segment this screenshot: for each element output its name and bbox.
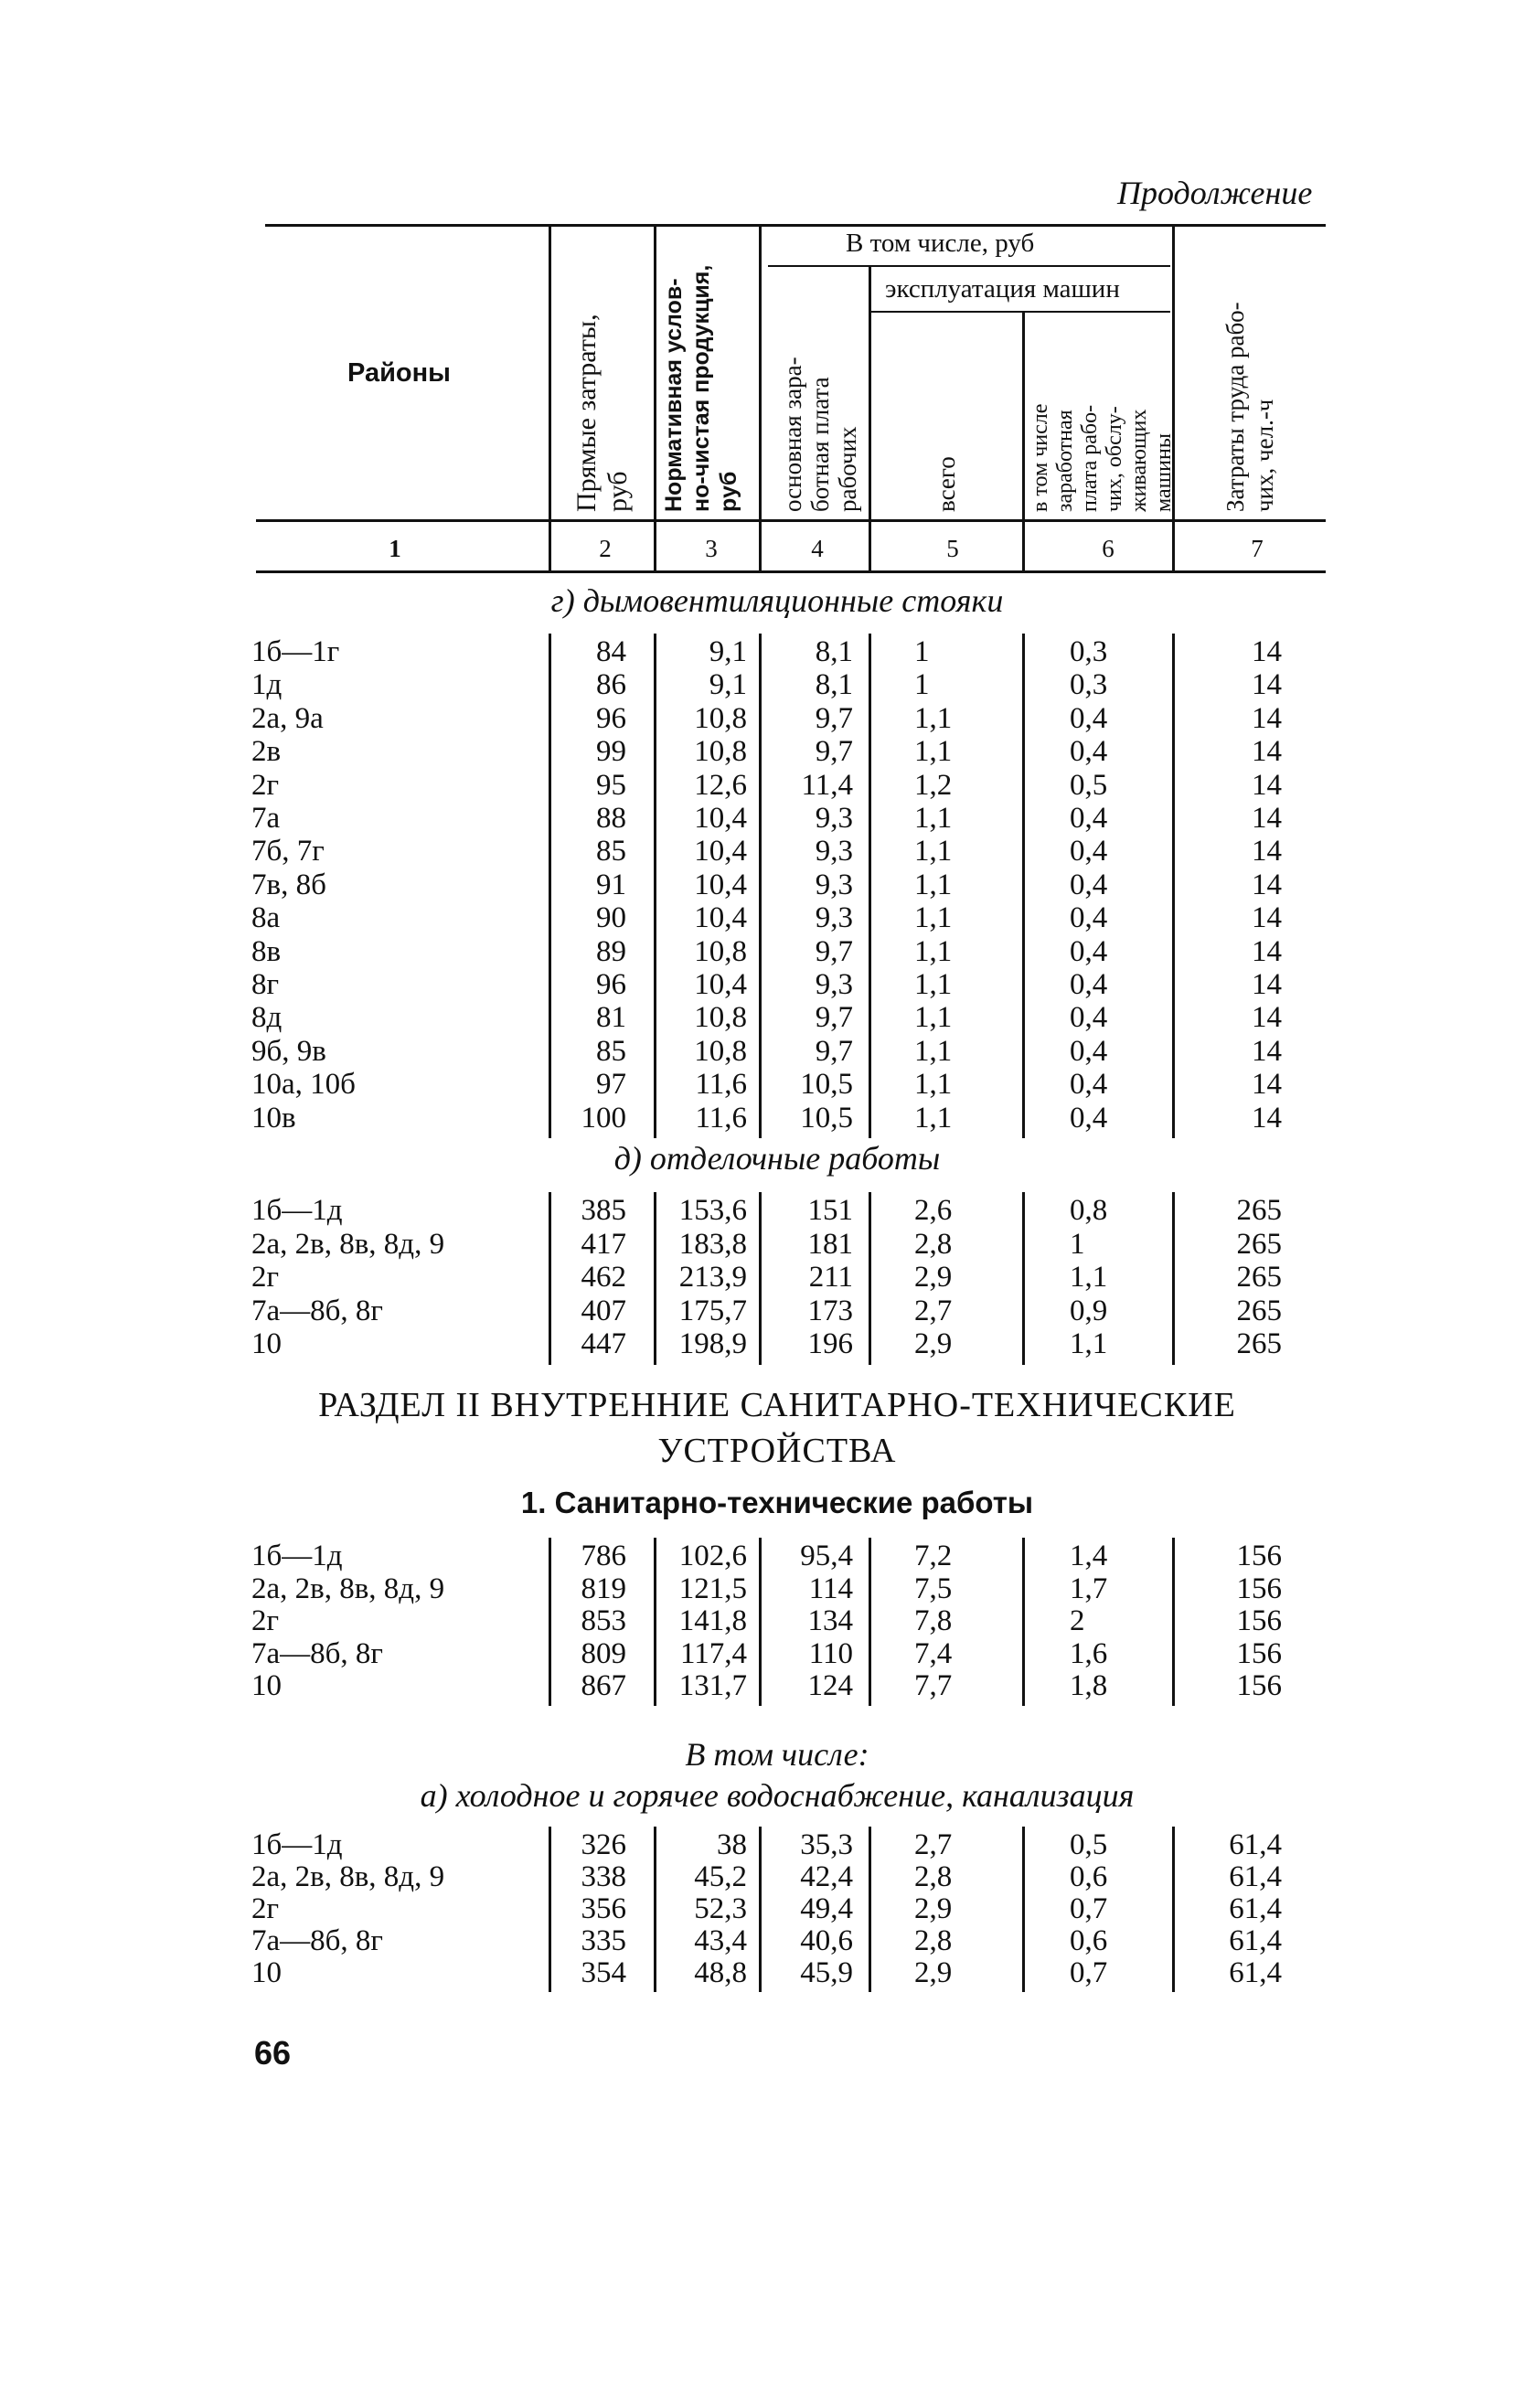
uslovno-chistaya-cell: 121,5 — [678, 1572, 747, 1605]
zarplata-cell: 42,4 — [800, 1860, 853, 1893]
zarplata-mashin-cell: 0,3 — [1070, 635, 1108, 668]
header-group-rule — [768, 265, 1170, 267]
zarplata-cell: 8,1 — [815, 668, 853, 702]
uslovno-chistaya-cell: 10,8 — [694, 934, 747, 968]
pryamye-zatraty-cell: 85 — [596, 1034, 626, 1068]
zarplata-mashin-cell: 1,7 — [1070, 1572, 1108, 1605]
ekspluatatsiya-vsego-cell: 1,1 — [914, 1034, 953, 1068]
table-row — [0, 901, 1525, 934]
rayon-cell: 7б, 7г — [251, 835, 325, 868]
uslovno-chistaya-cell: 48,8 — [694, 1956, 747, 1989]
zarplata-cell: 9,3 — [815, 968, 853, 1001]
table-row — [0, 1102, 1525, 1135]
header-vline — [1022, 313, 1025, 571]
pryamye-zatraty-cell: 85 — [596, 835, 626, 868]
rayon-cell: 2г — [251, 1892, 280, 1925]
pryamye-zatraty-cell: 88 — [596, 802, 626, 835]
uslovno-chistaya-cell: 213,9 — [678, 1261, 747, 1294]
uslovno-chistaya-cell: 9,1 — [709, 635, 747, 668]
uslovno-chistaya-cell: 11,6 — [695, 1101, 747, 1135]
header-col3: Нормативная услов- но-чистая продукция, руб — [661, 264, 741, 512]
ekspluatatsiya-vsego-cell: 2,7 — [914, 1294, 953, 1327]
table-row — [0, 802, 1525, 835]
zatraty-truda-cell: 61,4 — [1229, 1924, 1282, 1957]
zarplata-mashin-cell: 0,6 — [1070, 1860, 1108, 1893]
zarplata-mashin-cell: 1 — [1070, 1227, 1085, 1261]
rayon-cell: 7а—8б, 8г — [251, 1636, 383, 1670]
pryamye-zatraty-cell: 356 — [581, 1892, 626, 1925]
zarplata-mashin-cell: 0,9 — [1070, 1294, 1108, 1327]
rayon-cell: 2г — [251, 1261, 280, 1294]
ekspluatatsiya-vsego-cell: 2,8 — [914, 1860, 953, 1893]
table-row — [0, 968, 1525, 1001]
table-row — [0, 1828, 1525, 1861]
rayon-cell: 10 — [251, 1956, 282, 1989]
uslovno-chistaya-cell: 10,8 — [694, 701, 747, 735]
zarplata-cell: 9,3 — [815, 868, 853, 901]
zatraty-truda-cell: 156 — [1236, 1636, 1282, 1670]
ekspluatatsiya-vsego-cell: 2,9 — [914, 1327, 953, 1360]
zarplata-cell: 49,4 — [800, 1892, 853, 1925]
pryamye-zatraty-cell: 447 — [581, 1327, 626, 1360]
rayon-cell: 1б—1д — [251, 1540, 343, 1572]
pryamye-zatraty-cell: 853 — [581, 1604, 626, 1637]
zatraty-truda-cell: 265 — [1236, 1227, 1282, 1261]
section-title-d: д) отделочные работы — [613, 1140, 941, 1177]
zarplata-mashin-cell: 1,1 — [1070, 1261, 1108, 1294]
pryamye-zatraty-cell: 385 — [581, 1194, 626, 1227]
table-row — [0, 1924, 1525, 1957]
zarplata-cell: 45,9 — [800, 1956, 853, 1989]
zatraty-truda-cell: 156 — [1236, 1604, 1282, 1637]
zatraty-truda-cell: 14 — [1252, 701, 1282, 735]
zarplata-mashin-cell: 0,4 — [1070, 802, 1108, 835]
ekspluatatsiya-vsego-cell: 7,2 — [914, 1540, 953, 1572]
uslovno-chistaya-cell: 10,4 — [694, 868, 747, 901]
razdel-title-line2: УСТРОЙСТВА — [657, 1432, 897, 1470]
header-col5: всего — [933, 456, 960, 512]
header-subgroup-rule — [869, 311, 1170, 313]
pryamye-zatraty-cell: 335 — [581, 1924, 626, 1957]
rayon-cell: 10а, 10б — [251, 1068, 356, 1102]
uslovno-chistaya-cell: 141,8 — [678, 1604, 747, 1637]
zarplata-cell: 173 — [807, 1294, 853, 1327]
pryamye-zatraty-cell: 809 — [581, 1636, 626, 1670]
rayon-cell: 7а—8б, 8г — [251, 1924, 383, 1957]
zarplata-cell: 9,7 — [815, 735, 853, 769]
pryamye-zatraty-cell: 100 — [581, 1101, 626, 1135]
rayon-cell: 2г — [251, 768, 280, 802]
table-row — [0, 1295, 1525, 1327]
ekspluatatsiya-vsego-cell: 7,8 — [914, 1604, 953, 1637]
column-number: 1 — [389, 535, 401, 562]
zarplata-cell: 181 — [807, 1227, 853, 1261]
table-row — [0, 1604, 1525, 1637]
uslovno-chistaya-cell: 175,7 — [678, 1294, 747, 1327]
table-row — [0, 702, 1525, 735]
ekspluatatsiya-vsego-cell: 7,4 — [914, 1636, 953, 1670]
header-vline — [654, 224, 656, 571]
zatraty-truda-cell: 14 — [1252, 1034, 1282, 1068]
zatraty-truda-cell: 265 — [1236, 1327, 1282, 1360]
uslovno-chistaya-cell: 45,2 — [694, 1860, 747, 1893]
continuation-label: Продолжение — [1117, 175, 1313, 211]
zarplata-mashin-cell: 0,4 — [1070, 1068, 1108, 1102]
table-row — [0, 1327, 1525, 1360]
zatraty-truda-cell: 265 — [1236, 1194, 1282, 1227]
ekspluatatsiya-vsego-cell: 1,1 — [914, 901, 953, 935]
pryamye-zatraty-cell: 819 — [581, 1572, 626, 1605]
table-row — [0, 769, 1525, 802]
header-bottom-rule — [256, 519, 1326, 522]
zarplata-mashin-cell: 0,4 — [1070, 934, 1108, 968]
ekspluatatsiya-vsego-cell: 1,1 — [914, 701, 953, 735]
zarplata-cell: 8,1 — [815, 635, 853, 668]
table-row — [0, 835, 1525, 868]
zatraty-truda-cell: 156 — [1236, 1572, 1282, 1605]
zatraty-truda-cell: 265 — [1236, 1294, 1282, 1327]
pryamye-zatraty-cell: 326 — [581, 1828, 626, 1861]
table-row — [0, 1194, 1525, 1227]
pryamye-zatraty-cell: 81 — [596, 1001, 626, 1035]
column-number: 2 — [599, 535, 612, 562]
ekspluatatsiya-vsego-cell: 1,1 — [914, 968, 953, 1001]
zarplata-cell: 114 — [808, 1572, 853, 1605]
zatraty-truda-cell: 14 — [1252, 635, 1282, 668]
uslovno-chistaya-cell: 11,6 — [695, 1068, 747, 1102]
ekspluatatsiya-vsego-cell: 1,1 — [914, 835, 953, 868]
zarplata-cell: 95,4 — [800, 1540, 853, 1572]
zarplata-mashin-cell: 0,4 — [1070, 735, 1108, 769]
uslovno-chistaya-cell: 102,6 — [678, 1540, 747, 1572]
rayon-cell: 7а—8б, 8г — [251, 1294, 383, 1327]
pryamye-zatraty-cell: 96 — [596, 968, 626, 1001]
zarplata-cell: 196 — [807, 1327, 853, 1360]
pryamye-zatraty-cell: 95 — [596, 768, 626, 802]
rayon-cell: 10 — [251, 1327, 282, 1360]
table-row — [0, 1892, 1525, 1925]
rayon-cell: 7а — [251, 802, 281, 835]
zarplata-mashin-cell: 0,5 — [1070, 768, 1108, 802]
zatraty-truda-cell: 14 — [1252, 968, 1282, 1001]
zarplata-cell: 134 — [807, 1604, 853, 1637]
zatraty-truda-cell: 156 — [1236, 1669, 1282, 1702]
zarplata-mashin-cell: 0,4 — [1070, 868, 1108, 901]
rayon-cell: 8в — [251, 934, 282, 968]
ekspluatatsiya-vsego-cell: 2,9 — [914, 1261, 953, 1294]
zarplata-mashin-cell: 0,4 — [1070, 901, 1108, 935]
uslovno-chistaya-cell: 10,8 — [694, 735, 747, 769]
zarplata-cell: 9,3 — [815, 835, 853, 868]
section-title-a: а) холодное и горячее водоснабжение, канализация — [420, 1777, 1135, 1814]
table-row — [0, 1860, 1525, 1893]
zarplata-mashin-cell: 0,4 — [1070, 835, 1108, 868]
column-number: 7 — [1251, 535, 1264, 562]
table-row — [0, 1572, 1525, 1605]
header-subgroup-label: эксплуатация машин — [885, 274, 1120, 304]
zatraty-truda-cell: 14 — [1252, 1001, 1282, 1035]
zarplata-cell: 9,7 — [815, 701, 853, 735]
column-number: 3 — [705, 535, 718, 562]
razdel-title-line1: РАЗДЕЛ II ВНУТРЕННИЕ САНИТАРНО-ТЕХНИЧЕСКИЕ — [318, 1386, 1236, 1424]
ekspluatatsiya-vsego-cell: 1,1 — [914, 1001, 953, 1035]
zarplata-mashin-cell: 0,5 — [1070, 1828, 1108, 1861]
rayon-cell: 1д — [251, 668, 283, 702]
uslovno-chistaya-cell: 10,4 — [694, 802, 747, 835]
pryamye-zatraty-cell: 89 — [596, 934, 626, 968]
zatraty-truda-cell: 14 — [1252, 802, 1282, 835]
ekspluatatsiya-vsego-cell: 1 — [914, 635, 930, 668]
zarplata-mashin-cell: 0,4 — [1070, 1001, 1108, 1035]
zatraty-truda-cell: 14 — [1252, 1101, 1282, 1135]
zarplata-cell: 9,7 — [815, 934, 853, 968]
table-row — [0, 635, 1525, 668]
zarplata-mashin-cell: 0,4 — [1070, 1034, 1108, 1068]
table-row — [0, 668, 1525, 701]
pryamye-zatraty-cell: 462 — [581, 1261, 626, 1294]
zatraty-truda-cell: 61,4 — [1229, 1860, 1282, 1893]
zarplata-cell: 9,7 — [815, 1001, 853, 1035]
ekspluatatsiya-vsego-cell: 2,9 — [914, 1892, 953, 1925]
ekspluatatsiya-vsego-cell: 1,1 — [914, 735, 953, 769]
ekspluatatsiya-vsego-cell: 2,6 — [914, 1194, 953, 1227]
zarplata-mashin-cell: 0,4 — [1070, 1101, 1108, 1135]
table-row — [0, 868, 1525, 901]
header-col6: в том числе заработная плата рабо- чих, обслу- живающих машины — [1029, 403, 1176, 512]
zatraty-truda-cell: 61,4 — [1229, 1956, 1282, 1989]
pryamye-zatraty-cell: 91 — [596, 868, 626, 901]
ekspluatatsiya-vsego-cell: 7,5 — [914, 1572, 953, 1605]
zarplata-cell: 9,7 — [815, 1034, 853, 1068]
zatraty-truda-cell: 14 — [1252, 835, 1282, 868]
pryamye-zatraty-cell: 867 — [581, 1669, 626, 1702]
zarplata-mashin-cell: 1,4 — [1070, 1540, 1108, 1572]
rayon-cell: 7в, 8б — [251, 868, 326, 901]
table-row — [0, 1035, 1525, 1068]
zarplata-mashin-cell: 0,3 — [1070, 668, 1108, 702]
rayon-cell: 2а, 2в, 8в, 8д, 9 — [251, 1860, 445, 1893]
ekspluatatsiya-vsego-cell: 1 — [914, 668, 930, 702]
zarplata-cell: 9,3 — [815, 802, 853, 835]
uslovno-chistaya-cell: 183,8 — [678, 1227, 747, 1261]
zatraty-truda-cell: 14 — [1252, 901, 1282, 935]
zatraty-truda-cell: 14 — [1252, 934, 1282, 968]
pryamye-zatraty-cell: 407 — [581, 1294, 626, 1327]
ekspluatatsiya-vsego-cell: 2,8 — [914, 1924, 953, 1957]
pryamye-zatraty-cell: 90 — [596, 901, 626, 935]
column-number: 4 — [811, 535, 824, 562]
zarplata-mashin-cell: 2 — [1070, 1604, 1085, 1637]
rayon-cell: 2а, 2в, 8в, 8д, 9 — [251, 1227, 445, 1261]
table-row — [0, 1001, 1525, 1034]
rayon-cell: 1б—1д — [251, 1828, 343, 1861]
zarplata-mashin-cell: 1,8 — [1070, 1669, 1108, 1702]
zarplata-mashin-cell: 1,1 — [1070, 1327, 1108, 1360]
zatraty-truda-cell: 14 — [1252, 1068, 1282, 1102]
table-row — [0, 1540, 1525, 1572]
table-row — [0, 1068, 1525, 1101]
rayon-cell: 8а — [251, 901, 281, 935]
zarplata-mashin-cell: 0,4 — [1070, 701, 1108, 735]
uslovno-chistaya-cell: 153,6 — [678, 1194, 747, 1227]
uslovno-chistaya-cell: 52,3 — [694, 1892, 747, 1925]
zarplata-cell: 35,3 — [800, 1828, 853, 1861]
zarplata-mashin-cell: 0,6 — [1070, 1924, 1108, 1957]
zarplata-cell: 9,3 — [815, 901, 853, 935]
table-row — [0, 935, 1525, 968]
ekspluatatsiya-vsego-cell: 1,2 — [914, 768, 953, 802]
uslovno-chistaya-cell: 117,4 — [679, 1636, 747, 1670]
pryamye-zatraty-cell: 84 — [596, 635, 626, 668]
uslovno-chistaya-cell: 10,8 — [694, 1034, 747, 1068]
header-rayony: Районы — [347, 358, 451, 388]
uslovno-chistaya-cell: 38 — [717, 1828, 747, 1861]
ekspluatatsiya-vsego-cell: 1,1 — [914, 1068, 953, 1102]
zarplata-mashin-cell: 0,7 — [1070, 1892, 1108, 1925]
rayon-cell: 2г — [251, 1604, 280, 1637]
zatraty-truda-cell: 61,4 — [1229, 1892, 1282, 1925]
rayon-cell: 8д — [251, 1001, 283, 1035]
pryamye-zatraty-cell: 99 — [596, 735, 626, 769]
ekspluatatsiya-vsego-cell: 1,1 — [914, 934, 953, 968]
zarplata-cell: 211 — [808, 1261, 853, 1294]
rayon-cell: 2а, 2в, 8в, 8д, 9 — [251, 1572, 445, 1605]
pryamye-zatraty-cell: 354 — [581, 1956, 626, 1989]
uslovno-chistaya-cell: 131,7 — [678, 1669, 747, 1702]
uslovno-chistaya-cell: 43,4 — [694, 1924, 747, 1957]
pryamye-zatraty-cell: 96 — [596, 701, 626, 735]
rayon-cell: 2в — [251, 735, 282, 769]
uslovno-chistaya-cell: 10,4 — [694, 968, 747, 1001]
zarplata-cell: 10,5 — [800, 1068, 853, 1102]
header-col4: основная зара- ботная плата рабочих — [779, 357, 861, 512]
zarplata-cell: 11,4 — [801, 768, 853, 802]
zarplata-mashin-cell: 0,8 — [1070, 1194, 1108, 1227]
uslovno-chistaya-cell: 10,4 — [694, 835, 747, 868]
zatraty-truda-cell: 156 — [1236, 1540, 1282, 1572]
table-row — [0, 735, 1525, 768]
table-row — [0, 1956, 1525, 1989]
uslovno-chistaya-cell: 9,1 — [709, 668, 747, 702]
ekspluatatsiya-vsego-cell: 2,9 — [914, 1956, 953, 1989]
ekspluatatsiya-vsego-cell: 1,1 — [914, 802, 953, 835]
zarplata-cell: 124 — [807, 1669, 853, 1702]
ekspluatatsiya-vsego-cell: 1,1 — [914, 868, 953, 901]
zarplata-cell: 151 — [807, 1194, 853, 1227]
zatraty-truda-cell: 61,4 — [1229, 1828, 1282, 1861]
pryamye-zatraty-cell: 417 — [581, 1227, 626, 1261]
table-row — [0, 1261, 1525, 1294]
rayon-cell: 2а, 9а — [251, 701, 324, 735]
section-title-g: г) дымовентиляционные стояки — [550, 582, 1004, 619]
zarplata-mashin-cell: 1,6 — [1070, 1636, 1108, 1670]
section-title-v-tom-chisle: В том числе: — [685, 1736, 869, 1773]
section-title-s1: 1. Санитарно-технические работы — [520, 1486, 1034, 1519]
header-vline — [869, 267, 871, 571]
header-col2: Прямые затраты, руб — [571, 314, 633, 512]
ekspluatatsiya-vsego-cell: 7,7 — [914, 1669, 953, 1702]
zarplata-cell: 110 — [808, 1636, 853, 1670]
zarplata-cell: 40,6 — [800, 1924, 853, 1957]
rayon-cell: 10в — [251, 1101, 296, 1135]
pryamye-zatraty-cell: 97 — [596, 1068, 626, 1102]
zatraty-truda-cell: 14 — [1252, 735, 1282, 769]
page-number: 66 — [254, 2034, 292, 2072]
zatraty-truda-cell: 14 — [1252, 868, 1282, 901]
rayon-cell: 10 — [251, 1669, 282, 1702]
pryamye-zatraty-cell: 338 — [581, 1860, 626, 1893]
header-top-rule — [265, 224, 1326, 227]
table-row — [0, 1637, 1525, 1670]
uslovno-chistaya-cell: 10,4 — [694, 901, 747, 935]
column-number: 6 — [1102, 535, 1114, 562]
table-row — [0, 1228, 1525, 1261]
zatraty-truda-cell: 265 — [1236, 1261, 1282, 1294]
pryamye-zatraty-cell: 86 — [596, 668, 626, 702]
header-group-label: В том числе, руб — [846, 229, 1035, 258]
header-col7: Затраты труда рабо- чих, чел.-ч — [1221, 302, 1278, 512]
zarplata-mashin-cell: 0,7 — [1070, 1956, 1108, 1989]
header-vline — [549, 224, 551, 571]
uslovno-chistaya-cell: 10,8 — [694, 1001, 747, 1035]
rayon-cell: 8г — [251, 968, 280, 1001]
zatraty-truda-cell: 14 — [1252, 668, 1282, 702]
uslovno-chistaya-cell: 198,9 — [678, 1327, 747, 1360]
zatraty-truda-cell: 14 — [1252, 768, 1282, 802]
column-number: 5 — [946, 535, 959, 562]
rayon-cell: 9б, 9в — [251, 1034, 326, 1068]
zarplata-cell: 10,5 — [800, 1101, 853, 1135]
pryamye-zatraty-cell: 786 — [581, 1540, 626, 1572]
rayon-cell: 1б—1д — [251, 1194, 343, 1227]
ekspluatatsiya-vsego-cell: 2,7 — [914, 1828, 953, 1861]
ekspluatatsiya-vsego-cell: 1,1 — [914, 1101, 953, 1135]
header-vline — [759, 224, 762, 571]
colnum-bottom-rule — [256, 570, 1326, 573]
zarplata-mashin-cell: 0,4 — [1070, 968, 1108, 1001]
uslovno-chistaya-cell: 12,6 — [694, 768, 747, 802]
ekspluatatsiya-vsego-cell: 2,8 — [914, 1227, 953, 1261]
table-row — [0, 1669, 1525, 1702]
rayon-cell: 1б—1г — [251, 635, 340, 668]
